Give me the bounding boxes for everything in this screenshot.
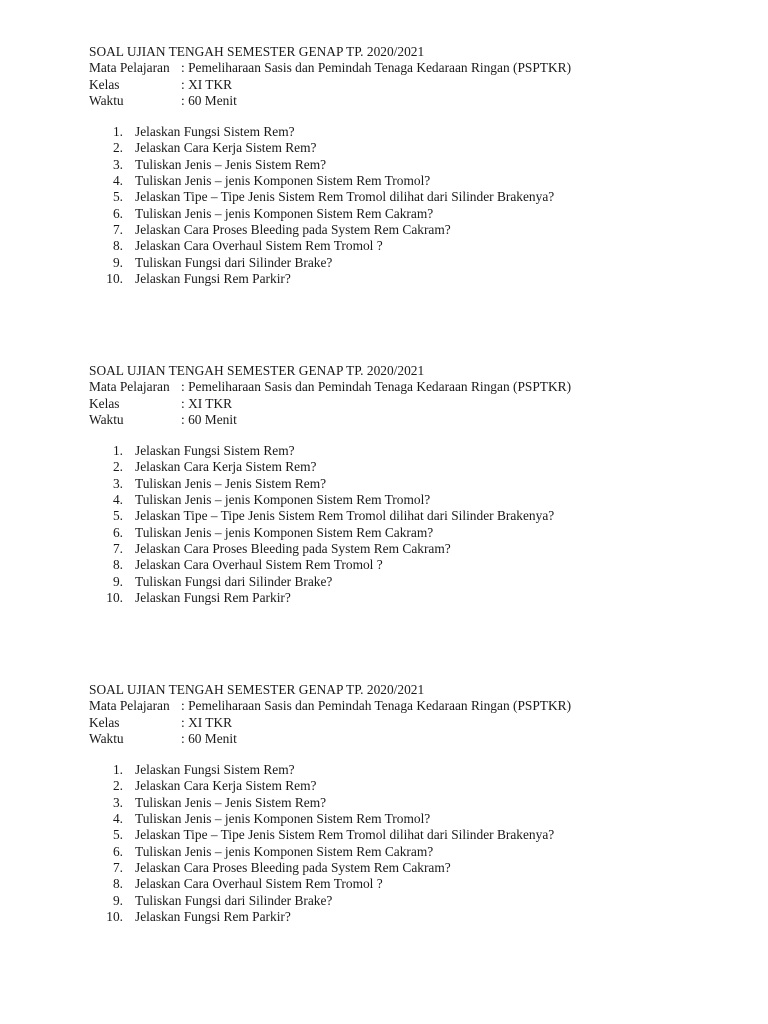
info-label: Waktu [89, 92, 124, 108]
question-item [89, 124, 729, 140]
question-number: 2. [112, 778, 123, 794]
info-value: : Pemeliharaan Sasis dan Pemindah Tenaga Kedaraan Ringan (PSPTKR) [181, 698, 572, 714]
question-item [89, 189, 729, 205]
question-number: 4. [112, 173, 123, 189]
exam-sheet-3 [89, 682, 729, 925]
question-text: Tuliskan Jenis – Jenis Sistem Rem? [135, 475, 327, 491]
info-label: Mata Pelajaran [89, 698, 170, 714]
question-item [89, 541, 729, 557]
question-number: 7. [112, 859, 123, 875]
question-list [89, 443, 729, 606]
question-text: Tuliskan Jenis – jenis Komponen Sistem Rem Cakram? [135, 524, 434, 540]
info-value: : Pemeliharaan Sasis dan Pemindah Tenaga Kedaraan Ringan (PSPTKR) [181, 379, 572, 395]
question-number: 2. [112, 459, 123, 475]
question-list [89, 762, 729, 925]
question-text: Tuliskan Jenis – jenis Komponen Sistem Rem Tromol? [135, 492, 431, 508]
question-text: Jelaskan Cara Overhaul Sistem Rem Tromol ? [135, 557, 383, 573]
question-item [89, 860, 729, 876]
question-number: 3. [112, 794, 123, 810]
question-item [89, 893, 729, 909]
question-text: Jelaskan Cara Overhaul Sistem Rem Tromol ? [135, 876, 383, 892]
info-row-class [89, 396, 729, 412]
question-text: Jelaskan Cara Proses Bleeding pada System Rem Cakram? [135, 540, 451, 556]
info-label: Kelas [89, 76, 120, 92]
question-text: Tuliskan Jenis – jenis Komponen Sistem Rem Cakram? [135, 843, 434, 859]
question-item [89, 909, 729, 925]
question-item [89, 844, 729, 860]
question-item [89, 206, 729, 222]
question-text: Jelaskan Cara Kerja Sistem Rem? [135, 140, 317, 156]
question-item [89, 271, 729, 287]
question-text: Jelaskan Cara Kerja Sistem Rem? [135, 778, 317, 794]
question-item [89, 173, 729, 189]
question-number: 1. [112, 124, 123, 140]
question-item [89, 459, 729, 475]
exam-title: SOAL UJIAN TENGAH SEMESTER GENAP TP. 2020/2021 [89, 363, 425, 378]
info-value: : XI TKR [181, 714, 233, 730]
question-text: Tuliskan Fungsi dari Silinder Brake? [135, 573, 333, 589]
question-text: Jelaskan Fungsi Rem Parkir? [135, 589, 291, 605]
question-text: Jelaskan Cara Kerja Sistem Rem? [135, 459, 317, 475]
info-row-class [89, 77, 729, 93]
question-text: Tuliskan Jenis – Jenis Sistem Rem? [135, 156, 327, 172]
question-item [89, 476, 729, 492]
question-number: 8. [112, 876, 123, 892]
question-number: 5. [112, 189, 123, 205]
question-text: Jelaskan Cara Overhaul Sistem Rem Tromol ? [135, 238, 383, 254]
question-item [89, 778, 729, 794]
question-text: Tuliskan Jenis – jenis Komponen Sistem Rem Tromol? [135, 811, 431, 827]
info-value: : 60 Menit [181, 730, 237, 746]
info-row-subject [89, 698, 729, 714]
question-item [89, 238, 729, 254]
question-item [89, 762, 729, 778]
question-item [89, 795, 729, 811]
question-item [89, 140, 729, 156]
question-text: Jelaskan Tipe – Tipe Jenis Sistem Rem Tromol dilihat dari Silinder Brakenya? [135, 508, 555, 524]
question-text: Jelaskan Fungsi Sistem Rem? [135, 124, 295, 140]
question-number: 10. [106, 270, 123, 286]
question-number: 7. [112, 540, 123, 556]
question-number: 10. [106, 589, 123, 605]
question-number: 5. [112, 508, 123, 524]
question-number: 8. [112, 557, 123, 573]
info-row-subject [89, 60, 729, 76]
question-text: Jelaskan Fungsi Sistem Rem? [135, 762, 295, 778]
info-label: Waktu [89, 730, 124, 746]
question-item [89, 157, 729, 173]
question-number: 4. [112, 811, 123, 827]
question-text: Jelaskan Fungsi Rem Parkir? [135, 908, 291, 924]
info-value: : 60 Menit [181, 92, 237, 108]
question-text: Jelaskan Fungsi Rem Parkir? [135, 270, 291, 286]
question-number: 10. [106, 908, 123, 924]
question-number: 2. [112, 140, 123, 156]
question-number: 3. [112, 156, 123, 172]
question-item [89, 222, 729, 238]
question-number: 6. [112, 843, 123, 859]
question-item [89, 443, 729, 459]
info-row-time [89, 731, 729, 747]
exam-title: SOAL UJIAN TENGAH SEMESTER GENAP TP. 2020/2021 [89, 44, 425, 59]
question-item [89, 557, 729, 573]
question-text: Tuliskan Fungsi dari Silinder Brake? [135, 892, 333, 908]
question-number: 9. [112, 892, 123, 908]
question-item [89, 811, 729, 827]
question-text: Tuliskan Jenis – jenis Komponen Sistem Rem Tromol? [135, 173, 431, 189]
exam-sheet-1 [89, 44, 729, 287]
question-number: 9. [112, 254, 123, 270]
info-value: : XI TKR [181, 76, 233, 92]
question-number: 3. [112, 475, 123, 491]
question-number: 4. [112, 492, 123, 508]
exam-sheet-2 [89, 363, 729, 606]
question-text: Tuliskan Jenis – jenis Komponen Sistem Rem Cakram? [135, 205, 434, 221]
question-number: 8. [112, 238, 123, 254]
info-label: Kelas [89, 395, 120, 411]
question-number: 9. [112, 573, 123, 589]
info-value: : 60 Menit [181, 411, 237, 427]
question-text: Tuliskan Fungsi dari Silinder Brake? [135, 254, 333, 270]
question-text: Jelaskan Fungsi Sistem Rem? [135, 443, 295, 459]
info-label: Mata Pelajaran [89, 60, 170, 76]
info-row-class [89, 715, 729, 731]
info-row-time [89, 93, 729, 109]
question-text: Jelaskan Cara Proses Bleeding pada System Rem Cakram? [135, 221, 451, 237]
question-text: Jelaskan Tipe – Tipe Jenis Sistem Rem Tromol dilihat dari Silinder Brakenya? [135, 827, 555, 843]
info-value: : XI TKR [181, 395, 233, 411]
question-number: 1. [112, 443, 123, 459]
info-label: Kelas [89, 714, 120, 730]
question-item [89, 492, 729, 508]
info-label: Mata Pelajaran [89, 379, 170, 395]
question-text: Jelaskan Tipe – Tipe Jenis Sistem Rem Tromol dilihat dari Silinder Brakenya? [135, 189, 555, 205]
question-number: 1. [112, 762, 123, 778]
info-row-subject [89, 379, 729, 395]
question-item [89, 590, 729, 606]
question-number: 7. [112, 221, 123, 237]
question-item [89, 525, 729, 541]
question-item [89, 255, 729, 271]
question-text: Tuliskan Jenis – Jenis Sistem Rem? [135, 794, 327, 810]
question-item [89, 574, 729, 590]
question-number: 5. [112, 827, 123, 843]
info-row-time [89, 412, 729, 428]
question-item [89, 827, 729, 843]
question-item [89, 876, 729, 892]
question-item [89, 508, 729, 524]
question-number: 6. [112, 524, 123, 540]
question-list [89, 124, 729, 287]
exam-title: SOAL UJIAN TENGAH SEMESTER GENAP TP. 2020/2021 [89, 682, 425, 697]
info-value: : Pemeliharaan Sasis dan Pemindah Tenaga Kedaraan Ringan (PSPTKR) [181, 60, 572, 76]
question-text: Jelaskan Cara Proses Bleeding pada System Rem Cakram? [135, 859, 451, 875]
info-label: Waktu [89, 411, 124, 427]
question-number: 6. [112, 205, 123, 221]
